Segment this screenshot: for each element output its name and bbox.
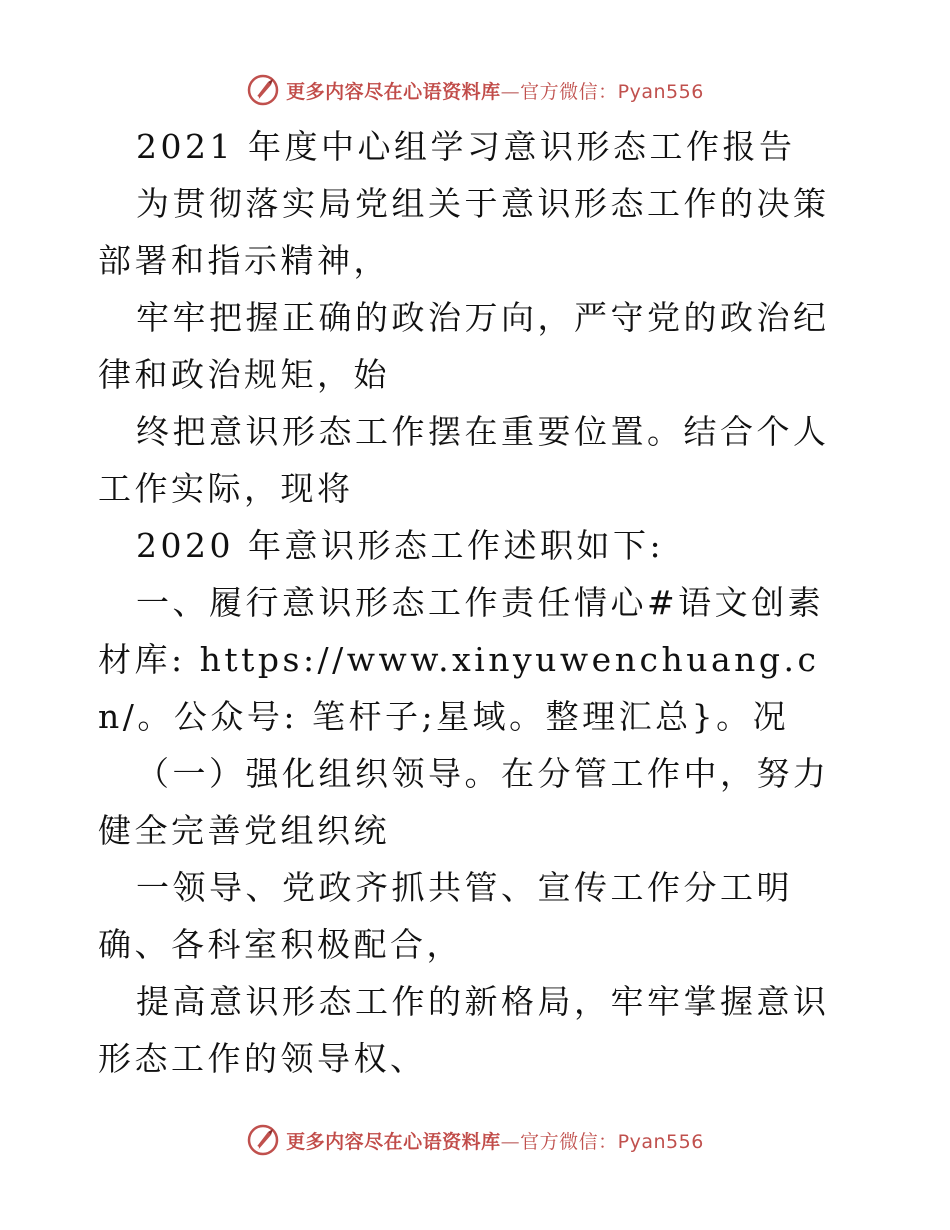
paragraph: 一领导、党政齐抓共管、宣传工作分工明确、各科室积极配合，	[98, 868, 793, 964]
paragraph: 为贯彻落实局党组关于意识形态工作的决策部署和指示精神，	[98, 184, 830, 280]
watermark-brand: 更多内容尽在心语资料库	[286, 1130, 501, 1153]
paragraph: 终把意识形态工作摆在重要位置。结合个人工作实际，现将	[98, 412, 830, 508]
section-heading: 一、履行意识形态工作责任情心#语文创素材库: https://www.xinyuwenchuang.cn/。公众号: 笔杆子;星域。整理汇总}。况	[98, 583, 825, 736]
paragraph: 2020 年意识形态工作述职如下:	[136, 526, 665, 565]
header-watermark	[0, 70, 950, 110]
quill-pen-icon	[246, 1123, 280, 1157]
watermark-dash: —	[500, 80, 521, 103]
watermark-contact: 官方微信：Pyan556	[520, 1130, 704, 1153]
paragraph: 提高意识形态工作的新格局，牢牢掌握意识形态工作的领导权、	[98, 982, 830, 1078]
watermark-contact: 官方微信：Pyan556	[520, 80, 704, 103]
watermark-text	[286, 1127, 704, 1154]
quill-pen-icon	[246, 73, 280, 107]
watermark-text	[286, 77, 704, 104]
footer-watermark	[0, 1120, 950, 1160]
watermark-dash: —	[500, 1130, 521, 1153]
paragraph: （一）强化组织领导。在分管工作中，努力健全完善党组织统	[98, 754, 830, 850]
watermark-brand: 更多内容尽在心语资料库	[286, 80, 501, 103]
document-title: 2021 年度中心组学习意识形态工作报告	[136, 127, 796, 166]
document-body	[98, 118, 858, 1087]
paragraph: 牢牢把握正确的政治万向，严守党的政治纪律和政治规矩，始	[98, 298, 830, 394]
